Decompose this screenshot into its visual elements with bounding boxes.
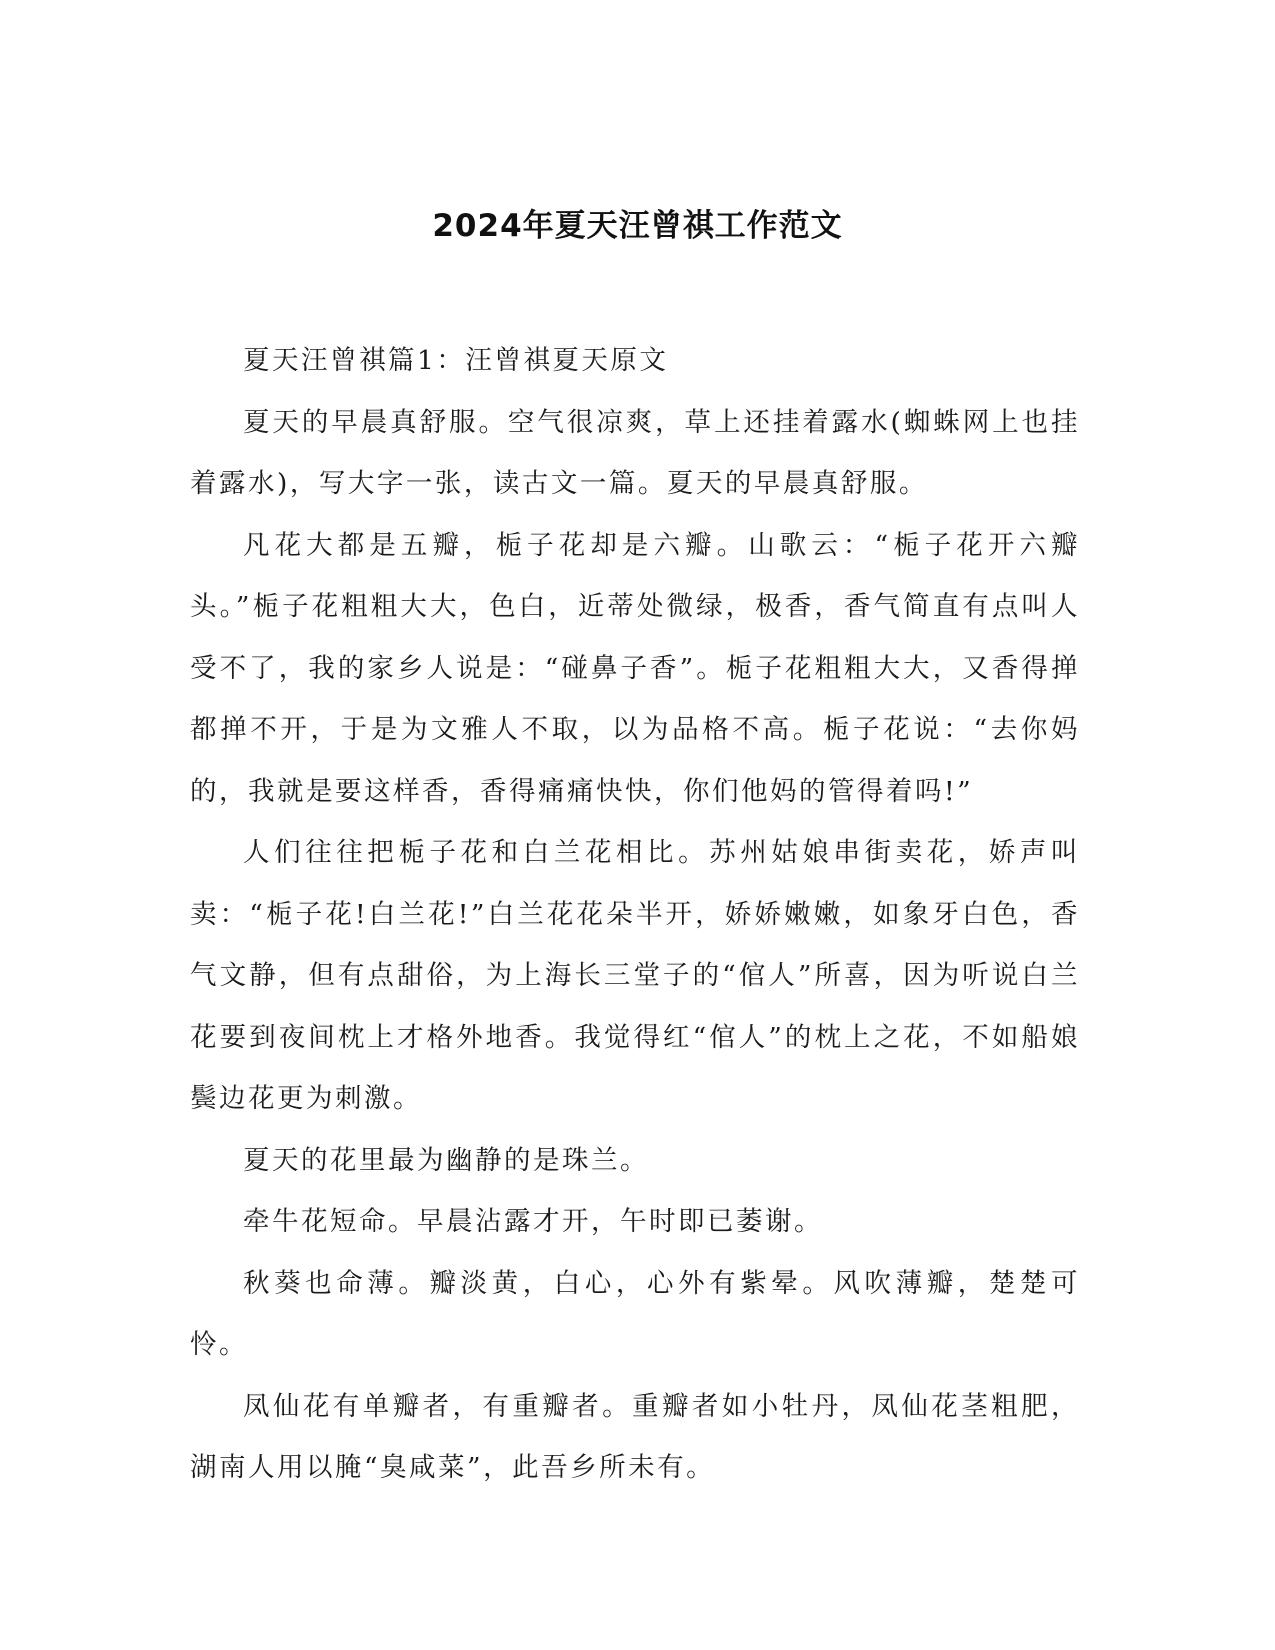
paragraph: 凤仙花有单瓣者，有重瓣者。重瓣者如小牡丹，凤仙花茎粗肥，湖南人用以腌“臭咸菜”，此吾乡所未有。 xyxy=(190,1390,1080,1483)
paragraph: 秋葵也命薄。瓣淡黄，白心，心外有紫晕。风吹薄瓣，楚楚可怜。 xyxy=(190,1267,1080,1360)
document-title: 2024年夏天汪曾祺工作范文 xyxy=(432,208,843,244)
paragraph-heading: 夏天汪曾祺篇1：汪曾祺夏天原文 xyxy=(243,345,669,376)
paragraph: 人们往往把栀子花和白兰花相比。苏州姑娘串街卖花，娇声叫卖：“栀子花!白兰花!”白兰花花朵半开，娇娇嫩嫩，如象牙白色，香气文静，但有点甜俗，为上海长三堂子的“倌人”所喜，因为听说白兰花要到夜间枕上才格外地香。我觉得红“倌人”的枕上之花，不如船娘鬓边花更为刺激。 xyxy=(190,837,1080,1114)
paragraph: 夏天的花里最为幽静的是珠兰。 xyxy=(243,1144,649,1176)
paragraph: 凡花大都是五瓣，栀子花却是六瓣。山歌云：“栀子花开六瓣头。”栀子花粗粗大大，色白，近蒂处微绿，极香，香气简直有点叫人受不了，我的家乡人说是：“碰鼻子香”。栀子花粗粗大大，又香得掸都掸不开，于是为文雅人不取，以为品格不高。栀子花说：“去你妈的，我就是要这样香，香得痛痛快快，你们他妈的管得着吗!” xyxy=(190,529,1080,807)
paragraph: 夏天的早晨真舒服。空气很凉爽，草上还挂着露水(蜘蛛网上也挂着露水)，写大字一张，读古文一篇。夏天的早晨真舒服。 xyxy=(190,406,1080,499)
paragraph: 牵牛花短命。早晨沾露才开，午时即已萎谢。 xyxy=(243,1206,823,1237)
document-body xyxy=(190,330,1080,1499)
